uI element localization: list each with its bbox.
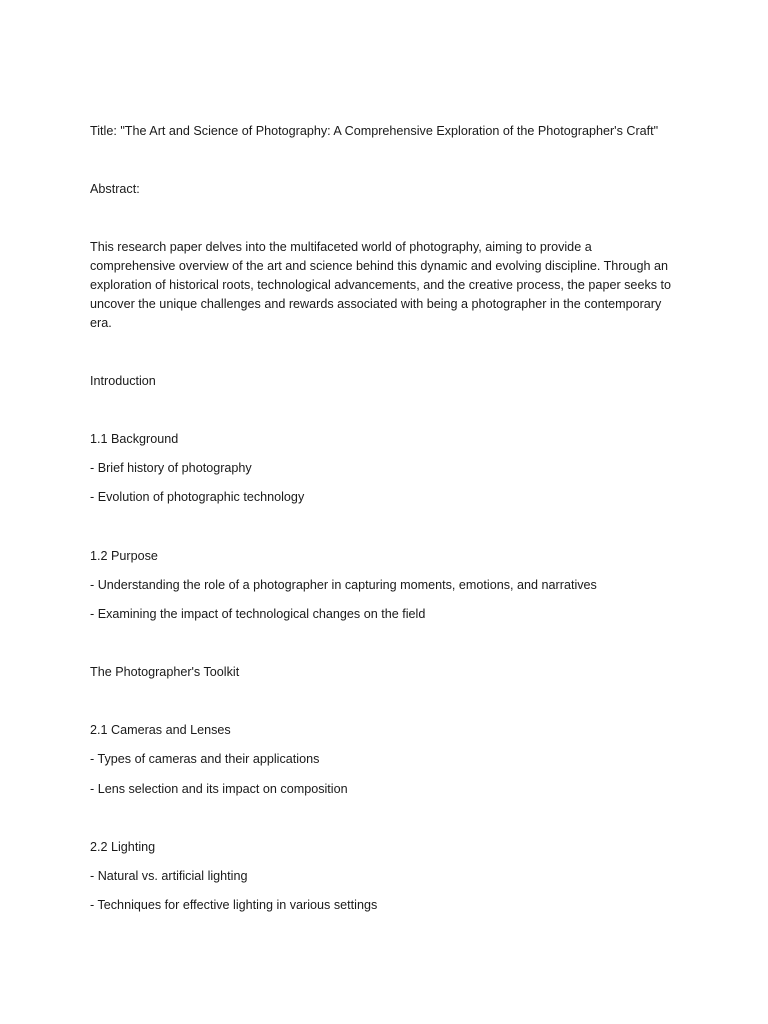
list-item: - Evolution of photographic technology: [90, 490, 305, 504]
section-1-2-heading: 1.2 Purpose: [90, 549, 158, 563]
list-item: - Brief history of photography: [90, 461, 252, 475]
introduction-heading: Introduction: [90, 374, 156, 388]
section-1-1-heading: 1.1 Background: [90, 432, 179, 446]
abstract-line: comprehensive overview of the art and science behind this dynamic and evolving discipline. Through an: [90, 259, 669, 273]
list-item: - Examining the impact of technological changes on the field: [90, 607, 426, 621]
abstract-line: exploration of historical roots, technological advancements, and the creative process, the paper seeks to: [90, 278, 672, 292]
abstract-line: era.: [90, 316, 112, 330]
list-item: - Techniques for effective lighting in various settings: [90, 898, 378, 912]
abstract-line: uncover the unique challenges and rewards associated with being a photographer in the contemporary: [90, 297, 662, 311]
list-item: - Types of cameras and their applications: [90, 752, 320, 766]
abstract-line: This research paper delves into the multifaceted world of photography, aiming to provide a: [90, 240, 592, 254]
list-item: - Understanding the role of a photographer in capturing moments, emotions, and narratives: [90, 578, 597, 592]
abstract-paragraph: [90, 238, 690, 333]
document-title: Title: "The Art and Science of Photography: A Comprehensive Exploration of the Photographer's Craft": [90, 124, 659, 138]
list-item: - Lens selection and its impact on composition: [90, 782, 348, 796]
section-2-1-heading: 2.1 Cameras and Lenses: [90, 723, 231, 737]
abstract-heading: Abstract:: [90, 182, 140, 196]
list-item: - Natural vs. artificial lighting: [90, 869, 248, 883]
section-2-2-heading: 2.2 Lighting: [90, 840, 156, 854]
toolkit-heading: The Photographer's Toolkit: [90, 665, 240, 679]
